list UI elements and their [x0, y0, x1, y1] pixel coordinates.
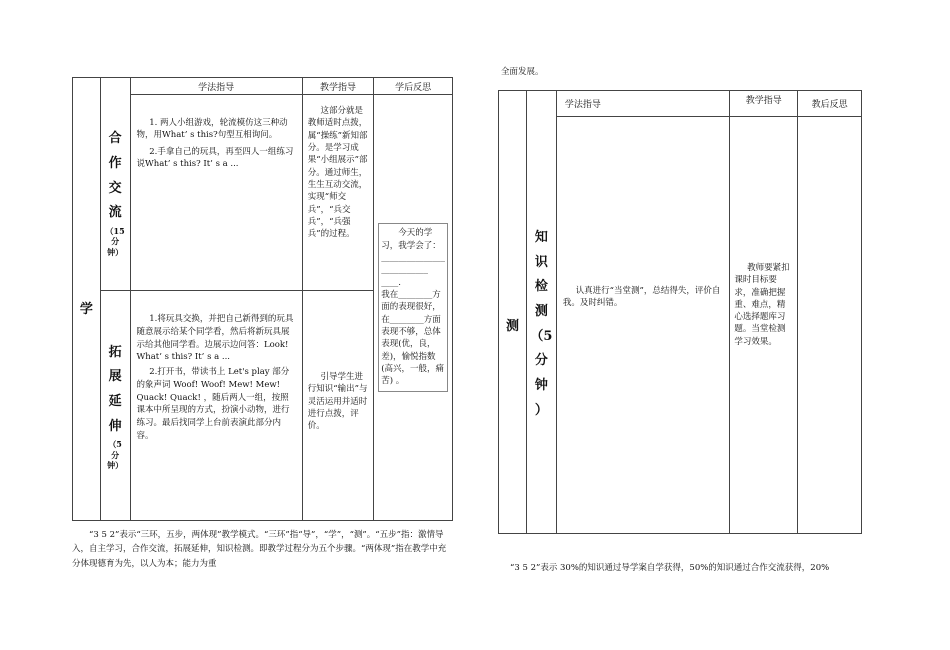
left-lesson-table	[72, 77, 453, 521]
knowledge-check-teaching: 教师要紧扣课时目标要求，准确把握重、难点，精心选择题库习题。当堂检测学习效果。	[730, 117, 798, 534]
header-study-guide: 学法指导	[556, 91, 729, 117]
row-title-extension: 拓 展 延 伸 （5 分 钟）	[100, 291, 130, 521]
post-reflection-cell	[798, 117, 862, 534]
header-post-reflection: 教后反思	[798, 91, 862, 117]
reflection-cell: 今天的学习，我学会了： _______________ ___________ ____. 我在________方面的表现很好，在________方面表现不够，总体表现(优，良，差)，愉悦指数(高兴，一般，痛苦) 。	[374, 95, 453, 521]
header-teaching-guide: 教学指导	[302, 78, 373, 95]
section-label-learn: 学	[73, 95, 101, 521]
right-top-text: 全面发展。	[501, 67, 544, 77]
header-teaching-guide: 教学指导	[730, 91, 798, 117]
header-reflection: 学后反思	[374, 78, 453, 95]
header-study-guide: 学法指导	[130, 78, 302, 95]
left-footnote: “3 5 2”表示“三环，五步，两体现”教学模式。“三环”指“导”，“学”，“测”。“五步”指：激情导入，自主学习，合作交流，拓展延伸，知识检测。即教学过程分为五个步骤。“两体现”指在教学中充分体现德育为先，以人为本；能力为重	[72, 530, 447, 569]
knowledge-check-guide: 认真进行“当堂测”，总结得失，评价自我。及时纠错。	[556, 117, 729, 534]
extension-teaching: 引导学生进行知识“输出”与灵活运用并适时进行点拨，评价。	[302, 291, 373, 521]
section-label-test: 测	[499, 117, 527, 534]
row-title-cooperation: 合 作 交 流 （15 分 钟）	[100, 95, 130, 291]
cooperation-guide: 1. 两人小组游戏，轮流模仿这三种动物，用What’ s this?句型互相询问。 2.手拿自己的玩具，再至四人一组练习说What’ s this? It’ s a ...	[130, 95, 302, 291]
extension-guide: 1.将玩具交换，并把自己新得到的玩具随意展示给某个同学看，然后将新玩具展示给其他同学看。边展示边问答：Look! What’ s this? It’ s a ... 2.打开书，带读书上 Let's play 部分的象声词 Woof! Woof! Mew! Mew! Quack! Quack! ，随后两人一组，按照课本中所呈现的方式，扮演小动物，进行练习。最后找同学上台前表演此部分内容。	[130, 291, 302, 521]
right-footnote: “3 5 2”表示 30%的知识通过导学案自学获得，50%的知识通过合作交流获得，20%	[510, 563, 830, 573]
right-lesson-table	[498, 90, 862, 534]
row-title-knowledge-check: 知 识 检 测 （5 分 钟 ）	[526, 117, 556, 534]
cooperation-teaching: 这部分就是教师适时点拨，属“操练”新知部分。是学习成果“小组展示”部分。通过师生，生生互动交流，实现“师交兵”，“兵交兵”，“兵强兵”的过程。	[302, 95, 373, 291]
